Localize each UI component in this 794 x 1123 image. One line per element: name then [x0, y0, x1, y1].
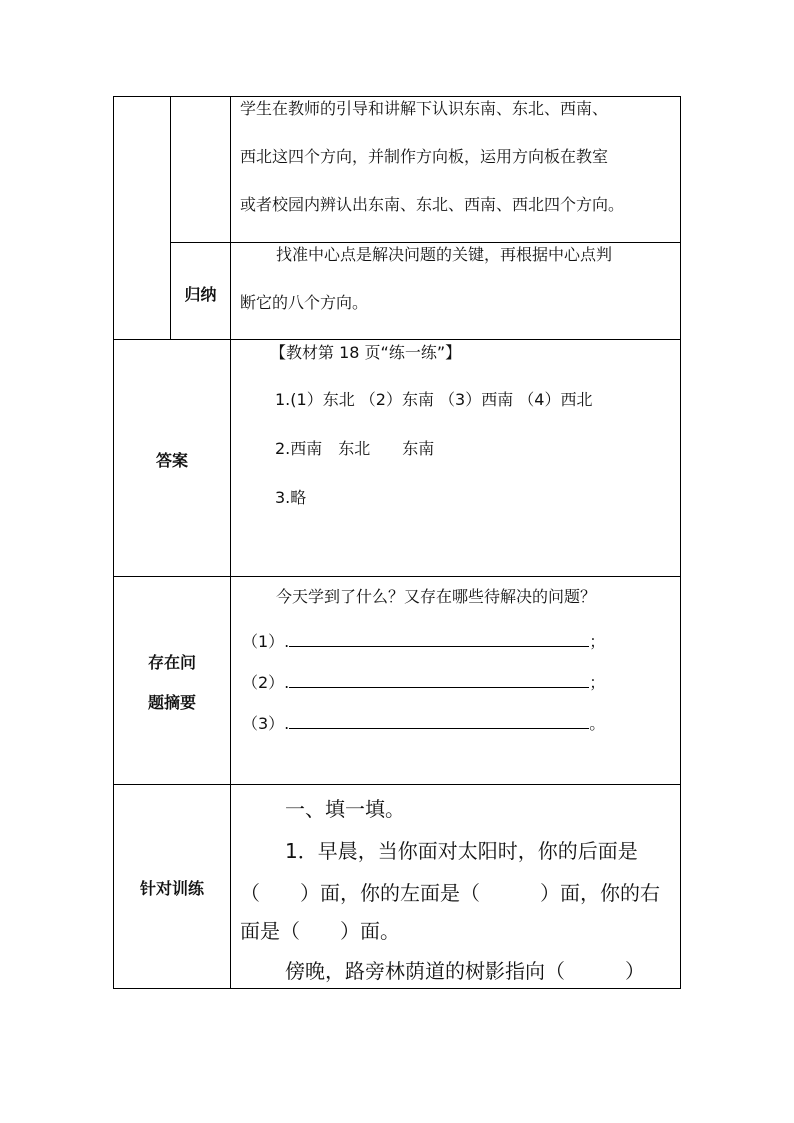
training-label: 针对训练 [139, 879, 204, 898]
training-line-4: 面是（ ）面。 [240, 919, 400, 943]
problem-item-suffix: 。 [589, 714, 606, 733]
answer-line-1: 1.(1）东北 （2）东南 （3）西南 （4）西北 [275, 390, 593, 409]
answers-heading: 【教材第 18 页“练一练”】 [270, 343, 462, 362]
problem-item-prefix: （3）. [242, 714, 290, 733]
training-line-2: 1．早晨，当你面对太阳时，你的后面是 [285, 839, 638, 863]
answer-line-3: 3.略 [275, 488, 307, 507]
problems-intro: 今天学到了什么？又存在哪些待解决的问题？ [276, 587, 597, 606]
table-top-border [113, 96, 681, 97]
content-column-divider [230, 96, 231, 989]
problems-label-line-1: 存在问 [147, 653, 196, 672]
summary-label: 归纳 [184, 285, 217, 304]
row-divider-3 [113, 576, 681, 577]
row-divider-4 [113, 784, 681, 785]
problem-item-suffix: ； [589, 632, 606, 651]
fill-blank-line[interactable] [289, 671, 589, 688]
problem-item-2 [242, 671, 605, 694]
summary-line-2: 断它的八个方向。 [240, 293, 369, 312]
summary-line-1: 找准中心点是解决问题的关键，再根据中心点判 [276, 245, 613, 264]
training-line-3: （ ）面，你的左面是（ ）面，你的右 [240, 881, 660, 905]
fill-blank-line[interactable] [289, 712, 589, 729]
table-left-border [113, 96, 114, 989]
answers-label: 答案 [155, 451, 188, 470]
problem-item-3 [242, 712, 605, 735]
problem-item-prefix: （1）. [242, 632, 290, 651]
row1-line-1: 学生在教师的引导和讲解下认识东南、东北、西南、 [240, 99, 609, 118]
row-divider-2 [113, 339, 681, 340]
row1-line-2: 西北这四个方向，并制作方向板，运用方向板在教室 [240, 147, 609, 166]
training-line-5: 傍晚，路旁林荫道的树影指向（ ） [285, 959, 645, 983]
row-divider-1 [170, 242, 681, 243]
table-bottom-border [113, 988, 681, 989]
problem-item-prefix: （2）. [242, 673, 290, 692]
row1-line-3: 或者校园内辨认出东南、东北、西南、西北四个方向。 [240, 195, 625, 214]
problem-item-1 [242, 630, 605, 653]
training-line-1: 一、填一填。 [285, 797, 405, 821]
problem-item-suffix: ； [589, 673, 606, 692]
problems-label-line-2: 题摘要 [147, 693, 196, 712]
table-right-border [680, 96, 681, 989]
fill-blank-line[interactable] [289, 630, 589, 647]
answer-line-2: 2.西南 东北 东南 [275, 439, 435, 458]
